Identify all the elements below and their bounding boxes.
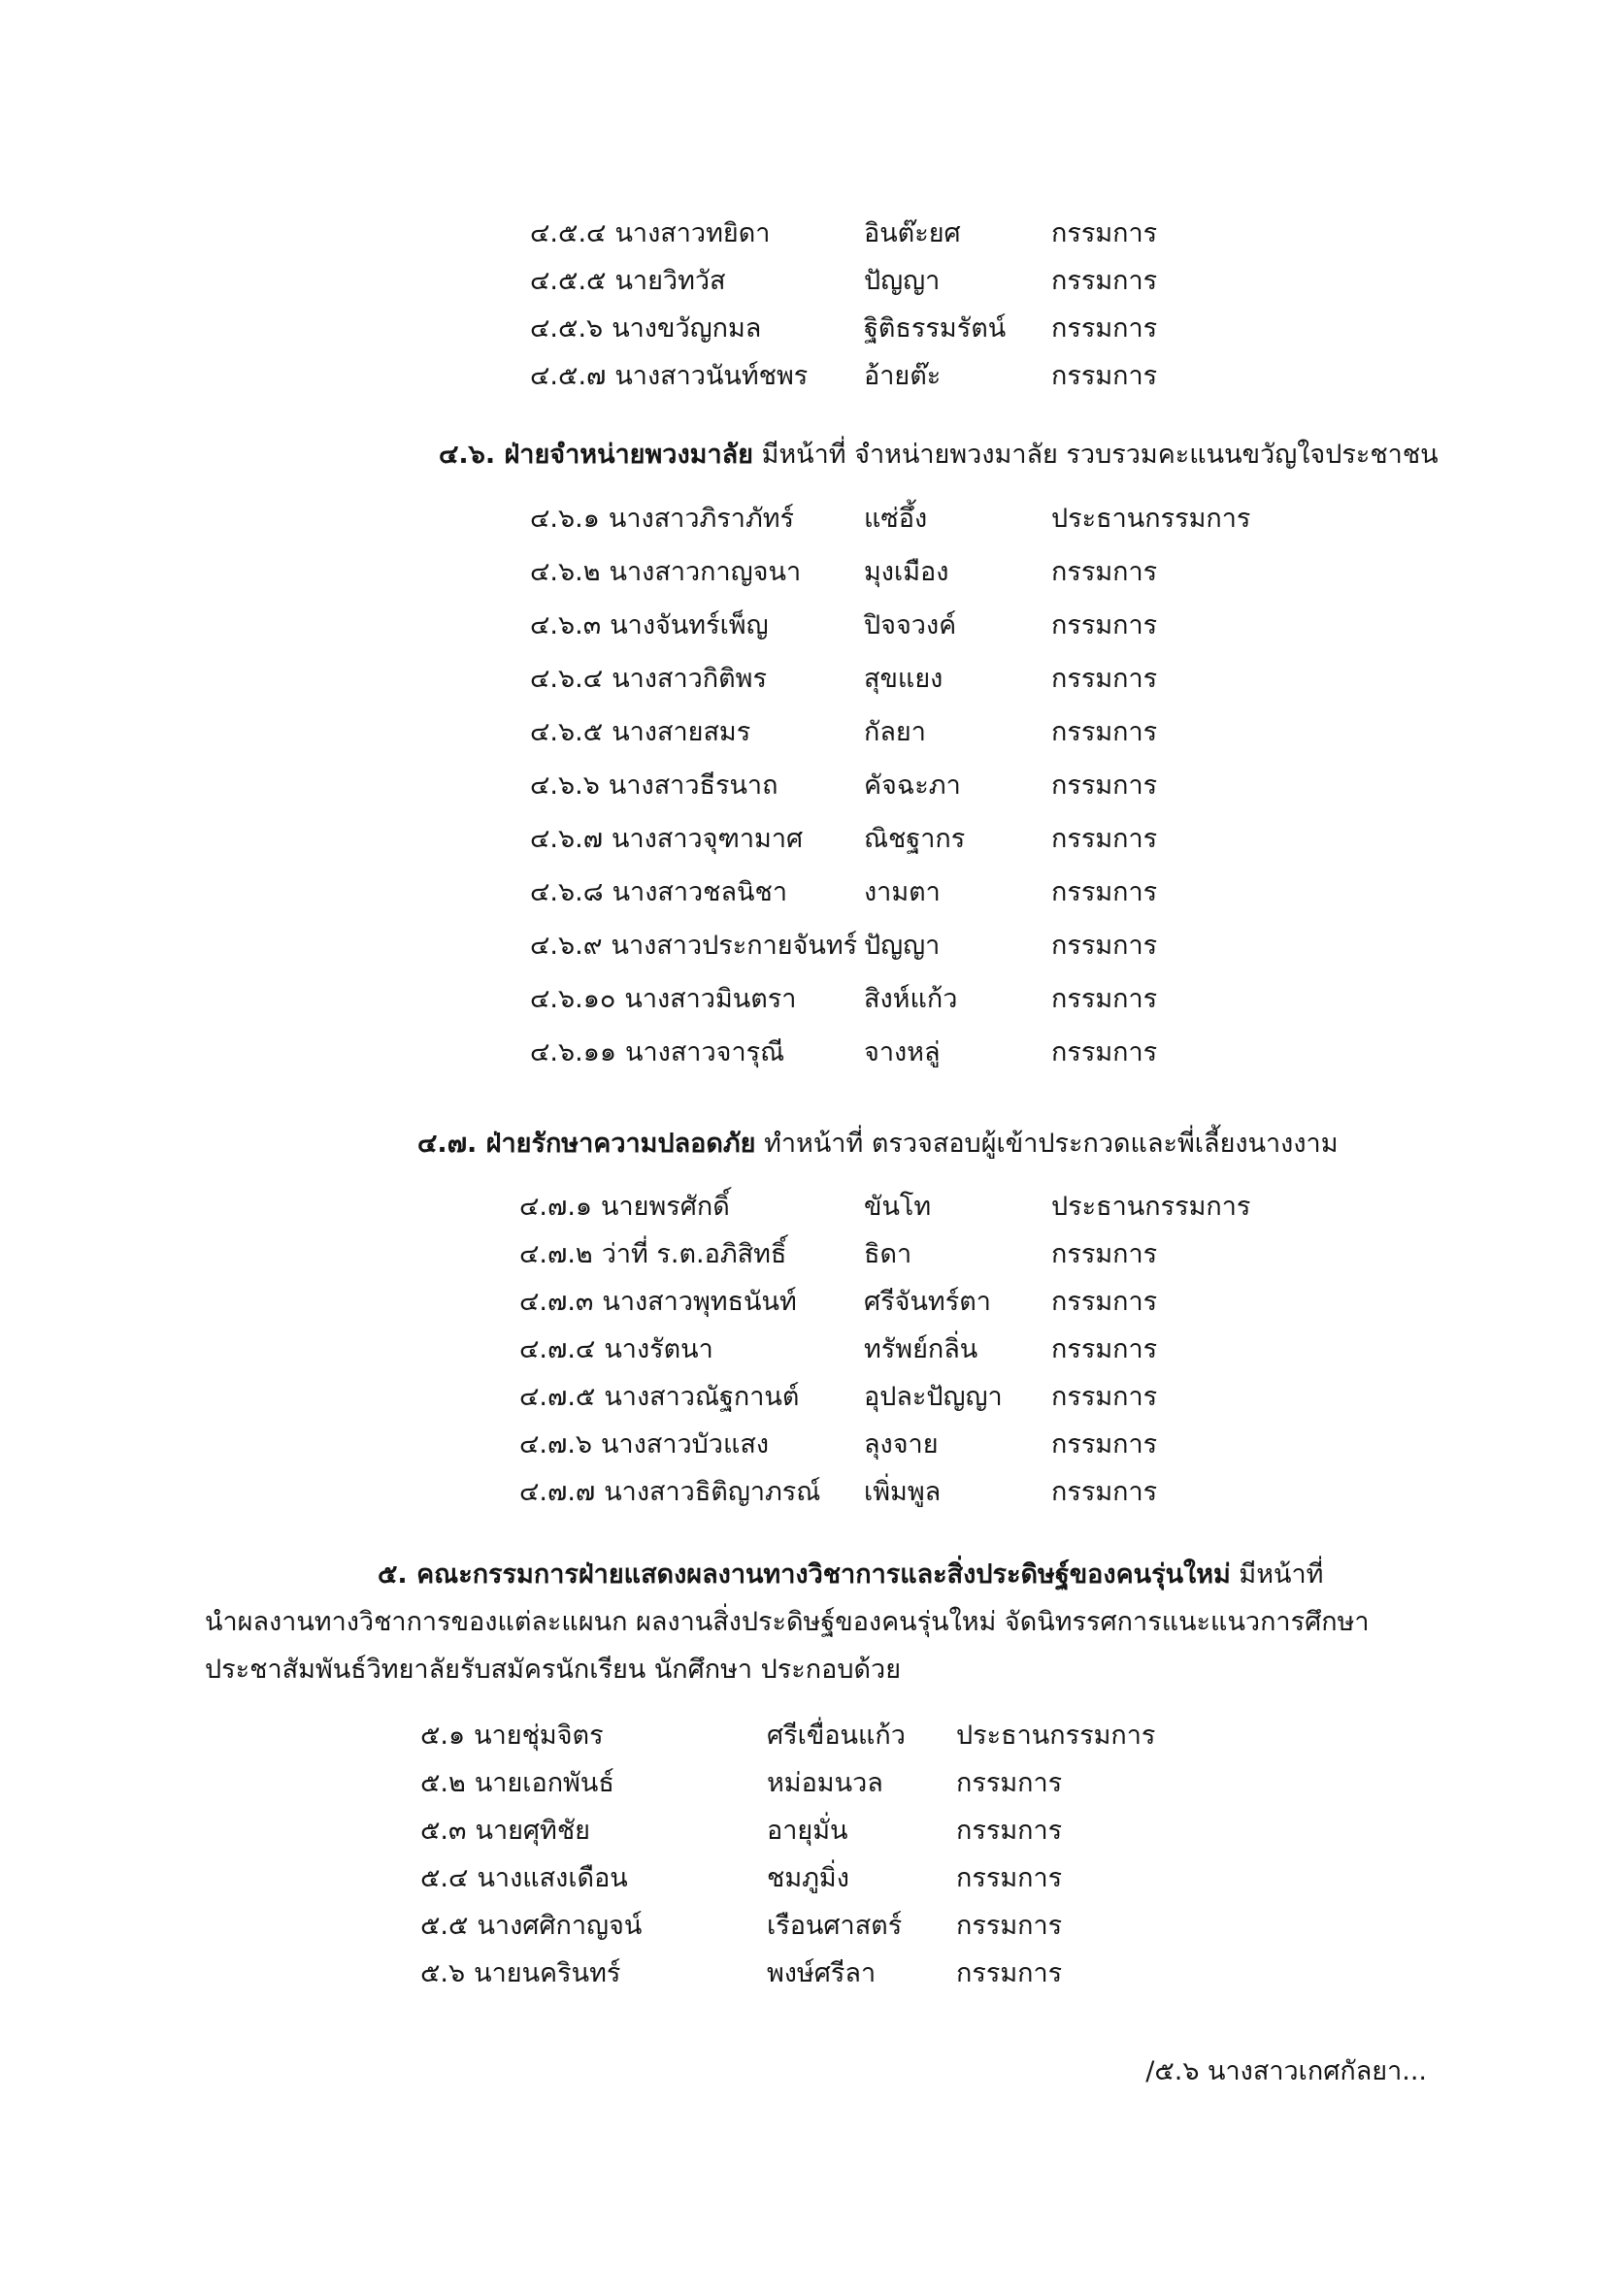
member-role: กรรมการ: [1051, 1239, 1158, 1269]
member-role: กรรมการ: [956, 1911, 1063, 1941]
member-surname: เรือนศาสตร์: [767, 1911, 903, 1941]
member-surname: มุงเมือง: [864, 557, 949, 587]
member-role: กรรมการ: [956, 1816, 1063, 1846]
member-surname: สุขแยง: [864, 664, 943, 694]
member-surname: อ้ายต๊ะ: [864, 361, 942, 391]
member-number: ๕.๖: [420, 1958, 466, 1988]
member-name: นางสาวกิติพร: [612, 664, 767, 694]
member-role: กรรมการ: [1051, 1477, 1158, 1507]
member-name: นางสาวธิติญาภรณ์: [604, 1477, 821, 1507]
member-role: กรรมการ: [1051, 361, 1158, 391]
member-surname: หม่อมนวล: [767, 1768, 883, 1798]
member-surname: แซ่อึ้ง: [864, 504, 928, 534]
member-number: ๔.๗.๗: [519, 1477, 596, 1507]
member-surname: อุปละปัญญา: [864, 1382, 1003, 1412]
member-role: กรรมการ: [1051, 664, 1158, 694]
member-role: กรรมการ: [956, 1768, 1063, 1798]
member-role: ประธานกรรมการ: [1051, 504, 1251, 534]
continuation-marker: /๕.๖ นางสาวเกศกัลยา...: [1145, 2056, 1427, 2086]
member-number: ๕.๕: [420, 1911, 469, 1941]
member-role: กรรมการ: [1051, 771, 1158, 801]
member-surname: กัลยา: [864, 717, 926, 747]
member-surname: คัจฉะภา: [864, 771, 961, 801]
section-heading-4-6: [439, 436, 1439, 475]
member-role: กรรมการ: [1051, 1382, 1158, 1412]
member-role: กรรมการ: [1051, 313, 1158, 344]
member-surname: ชมภูมิ่ง: [767, 1863, 849, 1893]
member-entry: [530, 553, 801, 592]
member-entry: [519, 1235, 786, 1274]
member-name: นางสายสมร: [612, 717, 751, 747]
member-entry: [420, 1812, 590, 1851]
member-number: ๔.๖.๕: [530, 717, 604, 747]
member-name: นางสาวบัวแสง: [601, 1429, 770, 1460]
member-role: กรรมการ: [1051, 266, 1158, 296]
member-role: กรรมการ: [1051, 931, 1158, 961]
member-role: กรรมการ: [1051, 877, 1158, 907]
member-surname: ณิชฐากร: [864, 824, 966, 854]
member-role: กรรมการ: [1051, 984, 1158, 1014]
member-number: ๔.๗.๑: [519, 1192, 593, 1222]
section-heading-duty: ทำหน้าที่ ตรวจสอบผู้เข้าประกวดและพี่เลี้ยงนางงาม: [755, 1129, 1339, 1159]
member-name: นางรัตนา: [604, 1334, 713, 1364]
member-role: กรรมการ: [1051, 1429, 1158, 1460]
member-surname: สิงห์แก้ว: [864, 984, 958, 1014]
member-entry: [530, 873, 787, 912]
member-name: นางสาวจุฑามาศ: [612, 824, 804, 854]
member-entry: [530, 310, 761, 348]
member-entry: [519, 1330, 713, 1369]
member-number: ๕.๑: [420, 1721, 466, 1751]
member-role: ประธานกรรมการ: [956, 1721, 1156, 1751]
member-number: ๔.๕.๕: [530, 266, 607, 296]
member-role: กรรมการ: [1051, 610, 1158, 640]
member-surname: จางหลู่: [864, 1037, 941, 1067]
member-name: นางสาวณัฐกานต์: [604, 1382, 800, 1412]
member-number: ๔.๖.๓: [530, 610, 602, 640]
member-name: นายนครินทร์: [474, 1958, 621, 1988]
member-entry: [530, 660, 767, 699]
member-number: ๔.๖.๑: [530, 504, 600, 534]
member-name: นางสาวทยิดา: [614, 218, 771, 248]
member-number: ๔.๗.๒: [519, 1239, 593, 1269]
member-entry: [519, 1426, 769, 1464]
member-surname: ปิจจวงค์: [864, 610, 957, 640]
member-entry: [420, 1907, 642, 1946]
member-number: ๔.๖.๑๑: [530, 1037, 617, 1067]
member-name: ว่าที่ ร.ต.อภิสิทธิ์: [601, 1239, 787, 1269]
member-surname: ปัญญา: [864, 931, 941, 961]
section-5-paragraph-line-3: ประชาสัมพันธ์วิทยาลัยรับสมัครนักเรียน นักศึกษา ประกอบด้วย: [205, 1655, 902, 1685]
member-name: นายพรศักดิ์: [601, 1192, 730, 1222]
member-role: กรรมการ: [1051, 557, 1158, 587]
member-entry: [530, 713, 750, 752]
member-entry: [530, 357, 808, 396]
member-number: ๔.๖.๑๐: [530, 984, 616, 1014]
member-role: กรรมการ: [1051, 824, 1158, 854]
section-5-duty-label: มีหน้าที่: [1230, 1559, 1324, 1590]
member-surname: ศรีเขื่อนแก้ว: [767, 1721, 906, 1751]
member-surname: ลุงจาย: [864, 1429, 939, 1460]
member-number: ๔.๗.๖: [519, 1429, 593, 1460]
section-5-paragraph-line-2: นำผลงานทางวิชาการของแต่ละแผนก ผลงานสิ่งประดิษฐ์ของคนรุ่นใหม่ จัดนิทรรศการแนะแนวการศึกษา: [205, 1607, 1370, 1637]
section-heading-title: ๔.๖. ฝ่ายจำหน่ายพวงมาลัย: [439, 440, 753, 470]
section-heading-duty: มีหน้าที่ จำหน่ายพวงมาลัย รวบรวมคะแนนขวัญใจประชาชน: [752, 440, 1439, 470]
member-name: นางสาวประกายจันทร์: [611, 931, 858, 961]
member-entry: [530, 500, 794, 539]
member-name: นางสาวพุทธนันท์: [602, 1287, 797, 1317]
member-name: นายวิทวัส: [614, 266, 726, 296]
member-entry: [420, 1717, 604, 1755]
member-name: นางสาวธีรนาถ: [608, 771, 778, 801]
member-role: กรรมการ: [956, 1958, 1063, 1988]
member-name: นางสาวกาญจนา: [609, 557, 802, 587]
member-entry: [530, 262, 726, 301]
member-role: กรรมการ: [956, 1863, 1063, 1893]
member-name: นางจันทร์เพ็ญ: [610, 610, 769, 640]
member-role: กรรมการ: [1051, 717, 1158, 747]
member-entry: [519, 1188, 730, 1227]
member-surname: ธิดา: [864, 1239, 912, 1269]
member-number: ๔.๖.๗: [530, 824, 604, 854]
member-surname: อายุมั่น: [767, 1816, 848, 1846]
member-number: ๔.๕.๗: [530, 361, 607, 391]
member-entry: [420, 1859, 628, 1898]
member-name: นางศศิกาญจน์: [477, 1911, 643, 1941]
member-name: นางสาวจารุณี: [625, 1037, 785, 1067]
section-5-title: ๕. คณะกรรมการฝ่ายแสดงผลงานทางวิชาการและสิ่งประดิษฐ์ของคนรุ่นใหม่: [378, 1559, 1231, 1590]
member-name: นางสาวมินตรา: [624, 984, 797, 1014]
member-number: ๔.๖.๖: [530, 771, 600, 801]
member-entry: [530, 927, 857, 966]
member-surname: ศรีจันทร์ตา: [864, 1287, 991, 1317]
member-entry: [530, 607, 769, 645]
member-surname: ทรัพย์กลิ่น: [864, 1334, 978, 1364]
member-surname: ปัญญา: [864, 266, 941, 296]
member-number: ๔.๕.๔: [530, 218, 607, 248]
member-name: นายชุ่มจิตร: [474, 1721, 604, 1751]
member-number: ๕.๔: [420, 1863, 469, 1893]
member-role: กรรมการ: [1051, 218, 1158, 248]
member-name: นางแสงเดือน: [477, 1863, 628, 1893]
member-role: ประธานกรรมการ: [1051, 1192, 1251, 1222]
member-number: ๔.๖.๘: [530, 877, 604, 907]
member-surname: เพิ่มพูล: [864, 1477, 942, 1507]
member-number: ๔.๗.๔: [519, 1334, 596, 1364]
member-entry: [420, 1954, 620, 1993]
member-role: กรรมการ: [1051, 1334, 1158, 1364]
member-number: ๔.๖.๒: [530, 557, 601, 587]
member-surname: อินต๊ะยศ: [864, 218, 961, 248]
member-surname: ขันโท: [864, 1192, 932, 1222]
member-number: ๕.๓: [420, 1816, 467, 1846]
member-number: ๔.๕.๖: [530, 313, 604, 344]
member-surname: พงษ์ศรีลา: [767, 1958, 877, 1988]
member-entry: [530, 820, 803, 859]
member-entry: [530, 767, 778, 805]
member-name: นางขวัญกมล: [612, 313, 762, 344]
member-name: นางสาวชลนิชา: [612, 877, 787, 907]
member-name: นางสาวนันท์ชพร: [614, 361, 809, 391]
section-heading-title: ๔.๗. ฝ่ายรักษาความปลอดภัย: [417, 1129, 756, 1159]
member-number: ๔.๗.๕: [519, 1382, 596, 1412]
member-role: กรรมการ: [1051, 1037, 1158, 1067]
member-number: ๔.๖.๔: [530, 664, 604, 694]
member-name: นายศุทิชัย: [475, 1816, 591, 1846]
member-role: กรรมการ: [1051, 1287, 1158, 1317]
member-entry: [519, 1473, 820, 1512]
member-entry: [519, 1283, 797, 1322]
member-surname: งามตา: [864, 877, 941, 907]
member-number: ๕.๒: [420, 1768, 466, 1798]
member-entry: [420, 1764, 614, 1803]
member-entry: [530, 980, 796, 1019]
member-entry: [530, 1033, 784, 1072]
member-name: นางสาวภิราภัทร์: [608, 504, 795, 534]
member-number: ๔.๖.๙: [530, 931, 603, 961]
member-number: ๔.๗.๓: [519, 1287, 594, 1317]
section-5-paragraph-line-1: [378, 1556, 1323, 1594]
member-name: นายเอกพันธ์: [474, 1768, 614, 1798]
section-heading-4-7: [417, 1125, 1339, 1164]
member-entry: [530, 214, 770, 253]
member-surname: ฐิติธรรมรัตน์: [864, 313, 1007, 344]
member-entry: [519, 1378, 799, 1417]
